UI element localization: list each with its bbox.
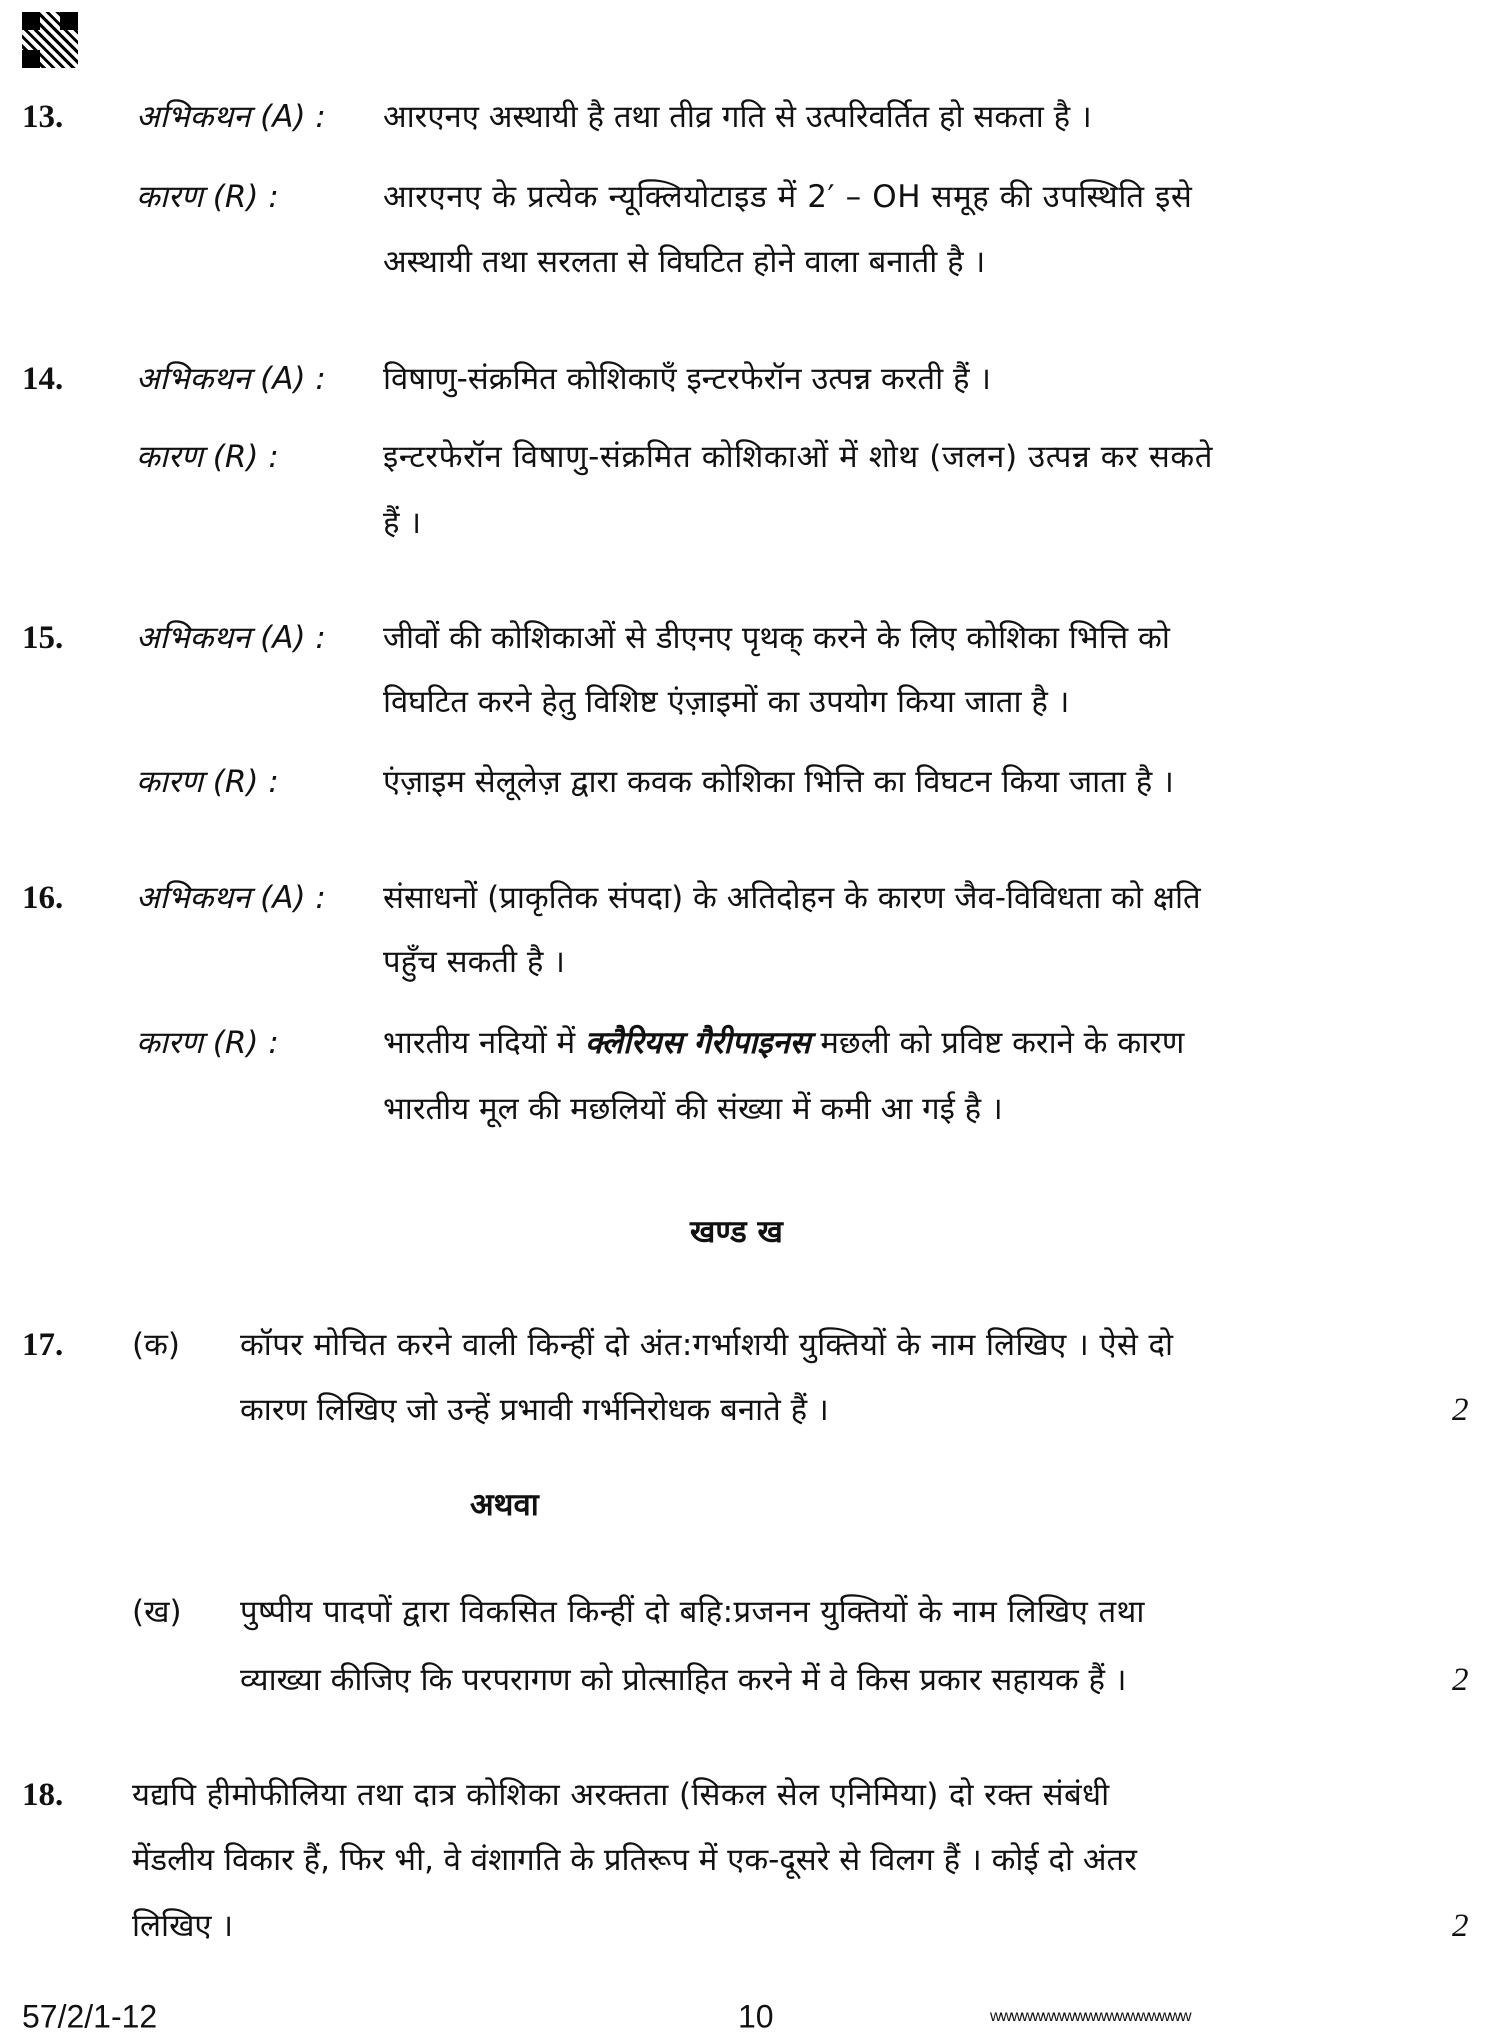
question-text: यद्यपि हीमोफीलिया तथा दात्र कोशिका अरक्तता (सिकल सेल एनिमिया) दो रक्त संबंधी: [132, 1777, 1110, 1813]
question-number: 17.: [22, 1327, 64, 1363]
reason-text-end: मछली को प्रविष्ट कराने के कारण: [810, 1025, 1185, 1061]
assertion-text: पहुँच सकती है ।: [383, 944, 565, 980]
assertion-text: आरएनए अस्थायी है तथा तीव्र गति से उत्परिवर्तित हो सकता है ।: [383, 99, 1092, 135]
assertion-text: जीवों की कोशिकाओं से डीएनए पृथक् करने के लिए कोशिका भित्ति को: [383, 620, 1170, 656]
assertion-text: विघटित करने हेतु विशिष्ट एंज़ाइमों का उपयोग किया जाता है ।: [383, 684, 1070, 720]
option-label: (क): [132, 1327, 180, 1363]
reason-label: कारण (R) :: [136, 764, 279, 800]
species-name: क्लैरियस गैरीपाइनस: [584, 1025, 811, 1061]
assertion-text: विषाणु-संक्रमित कोशिकाएँ इन्टरफेरॉन उत्पन्न करती हैं ।: [383, 361, 992, 397]
assertion-label: अभिकथन (A) :: [136, 880, 326, 916]
assertion-label: अभिकथन (A) :: [136, 361, 326, 397]
question-text: कारण लिखिए जो उन्हें प्रभावी गर्भनिरोधक बनाते हैं ।: [240, 1392, 829, 1428]
question-number: 18.: [22, 1777, 64, 1813]
question-number: 14.: [22, 361, 64, 397]
or-label: अथवा: [470, 1487, 539, 1523]
question-text: लिखिए ।: [132, 1908, 234, 1944]
assertion-label: अभिकथन (A) :: [136, 99, 326, 135]
reason-text: हैं ।: [383, 505, 422, 541]
reason-text: एंज़ाइम सेलूलेज़ द्वारा कवक कोशिका भित्ति का विघटन किया जाता है ।: [383, 764, 1174, 800]
qr-code: [22, 12, 78, 68]
marks: 2: [1452, 1662, 1469, 1698]
marks: 2: [1452, 1908, 1469, 1944]
page-number: 10: [738, 1998, 774, 2035]
assertion-label: अभिकथन (A) :: [136, 620, 326, 656]
question-text: कॉपर मोचित करने वाली किन्हीं दो अंत:गर्भाशयी युक्तियों के नाम लिखिए । ऐसे दो: [240, 1327, 1174, 1363]
question-number: 13.: [22, 99, 64, 135]
reason-text-start: भारतीय नदियों में: [383, 1025, 585, 1061]
reason-label: कारण (R) :: [136, 1025, 279, 1061]
reason-text: [383, 1023, 1184, 1063]
option-label: (ख): [132, 1594, 182, 1630]
question-number: 15.: [22, 620, 64, 656]
assertion-text: संसाधनों (प्राकृतिक संपदा) के अतिदोहन के कारण जैव-विविधता को क्षति: [383, 880, 1201, 916]
paper-code: 57/2/1-12: [22, 1998, 158, 2035]
reason-label: कारण (R) :: [136, 179, 279, 215]
reason-text: इन्टरफेरॉन विषाणु-संक्रमित कोशिकाओं में शोथ (जलन) उत्पन्न कर सकते: [383, 439, 1214, 475]
question-text: व्याख्या कीजिए कि परपरागण को प्रोत्साहित करने में वे किस प्रकार सहायक हैं ।: [240, 1662, 1127, 1698]
marks: 2: [1452, 1392, 1469, 1428]
footer-pattern: wwwwwwwwwwwwwwwwwww: [990, 2008, 1191, 2025]
reason-label: कारण (R) :: [136, 439, 279, 475]
question-number: 16.: [22, 880, 64, 916]
question-text: मेंडलीय विकार हैं, फिर भी, वे वंशागति के प्रतिरूप में एक-दूसरे से विलग हैं । कोई दो अंतर: [132, 1842, 1137, 1878]
reason-text: आरएनए के प्रत्येक न्यूक्लियोटाइड में 2′ – OH समूह की उपस्थिति इसे: [383, 179, 1193, 215]
section-heading: खण्ड ख: [690, 1214, 783, 1250]
reason-text: भारतीय मूल की मछलियों की संख्या में कमी आ गई है ।: [383, 1091, 1003, 1127]
reason-text: अस्थायी तथा सरलता से विघटित होने वाला बनाती है ।: [383, 244, 986, 280]
question-text: पुष्पीय पादपों द्वारा विकसित किन्हीं दो बहि:प्रजनन युक्तियों के नाम लिखिए तथा: [240, 1594, 1145, 1630]
